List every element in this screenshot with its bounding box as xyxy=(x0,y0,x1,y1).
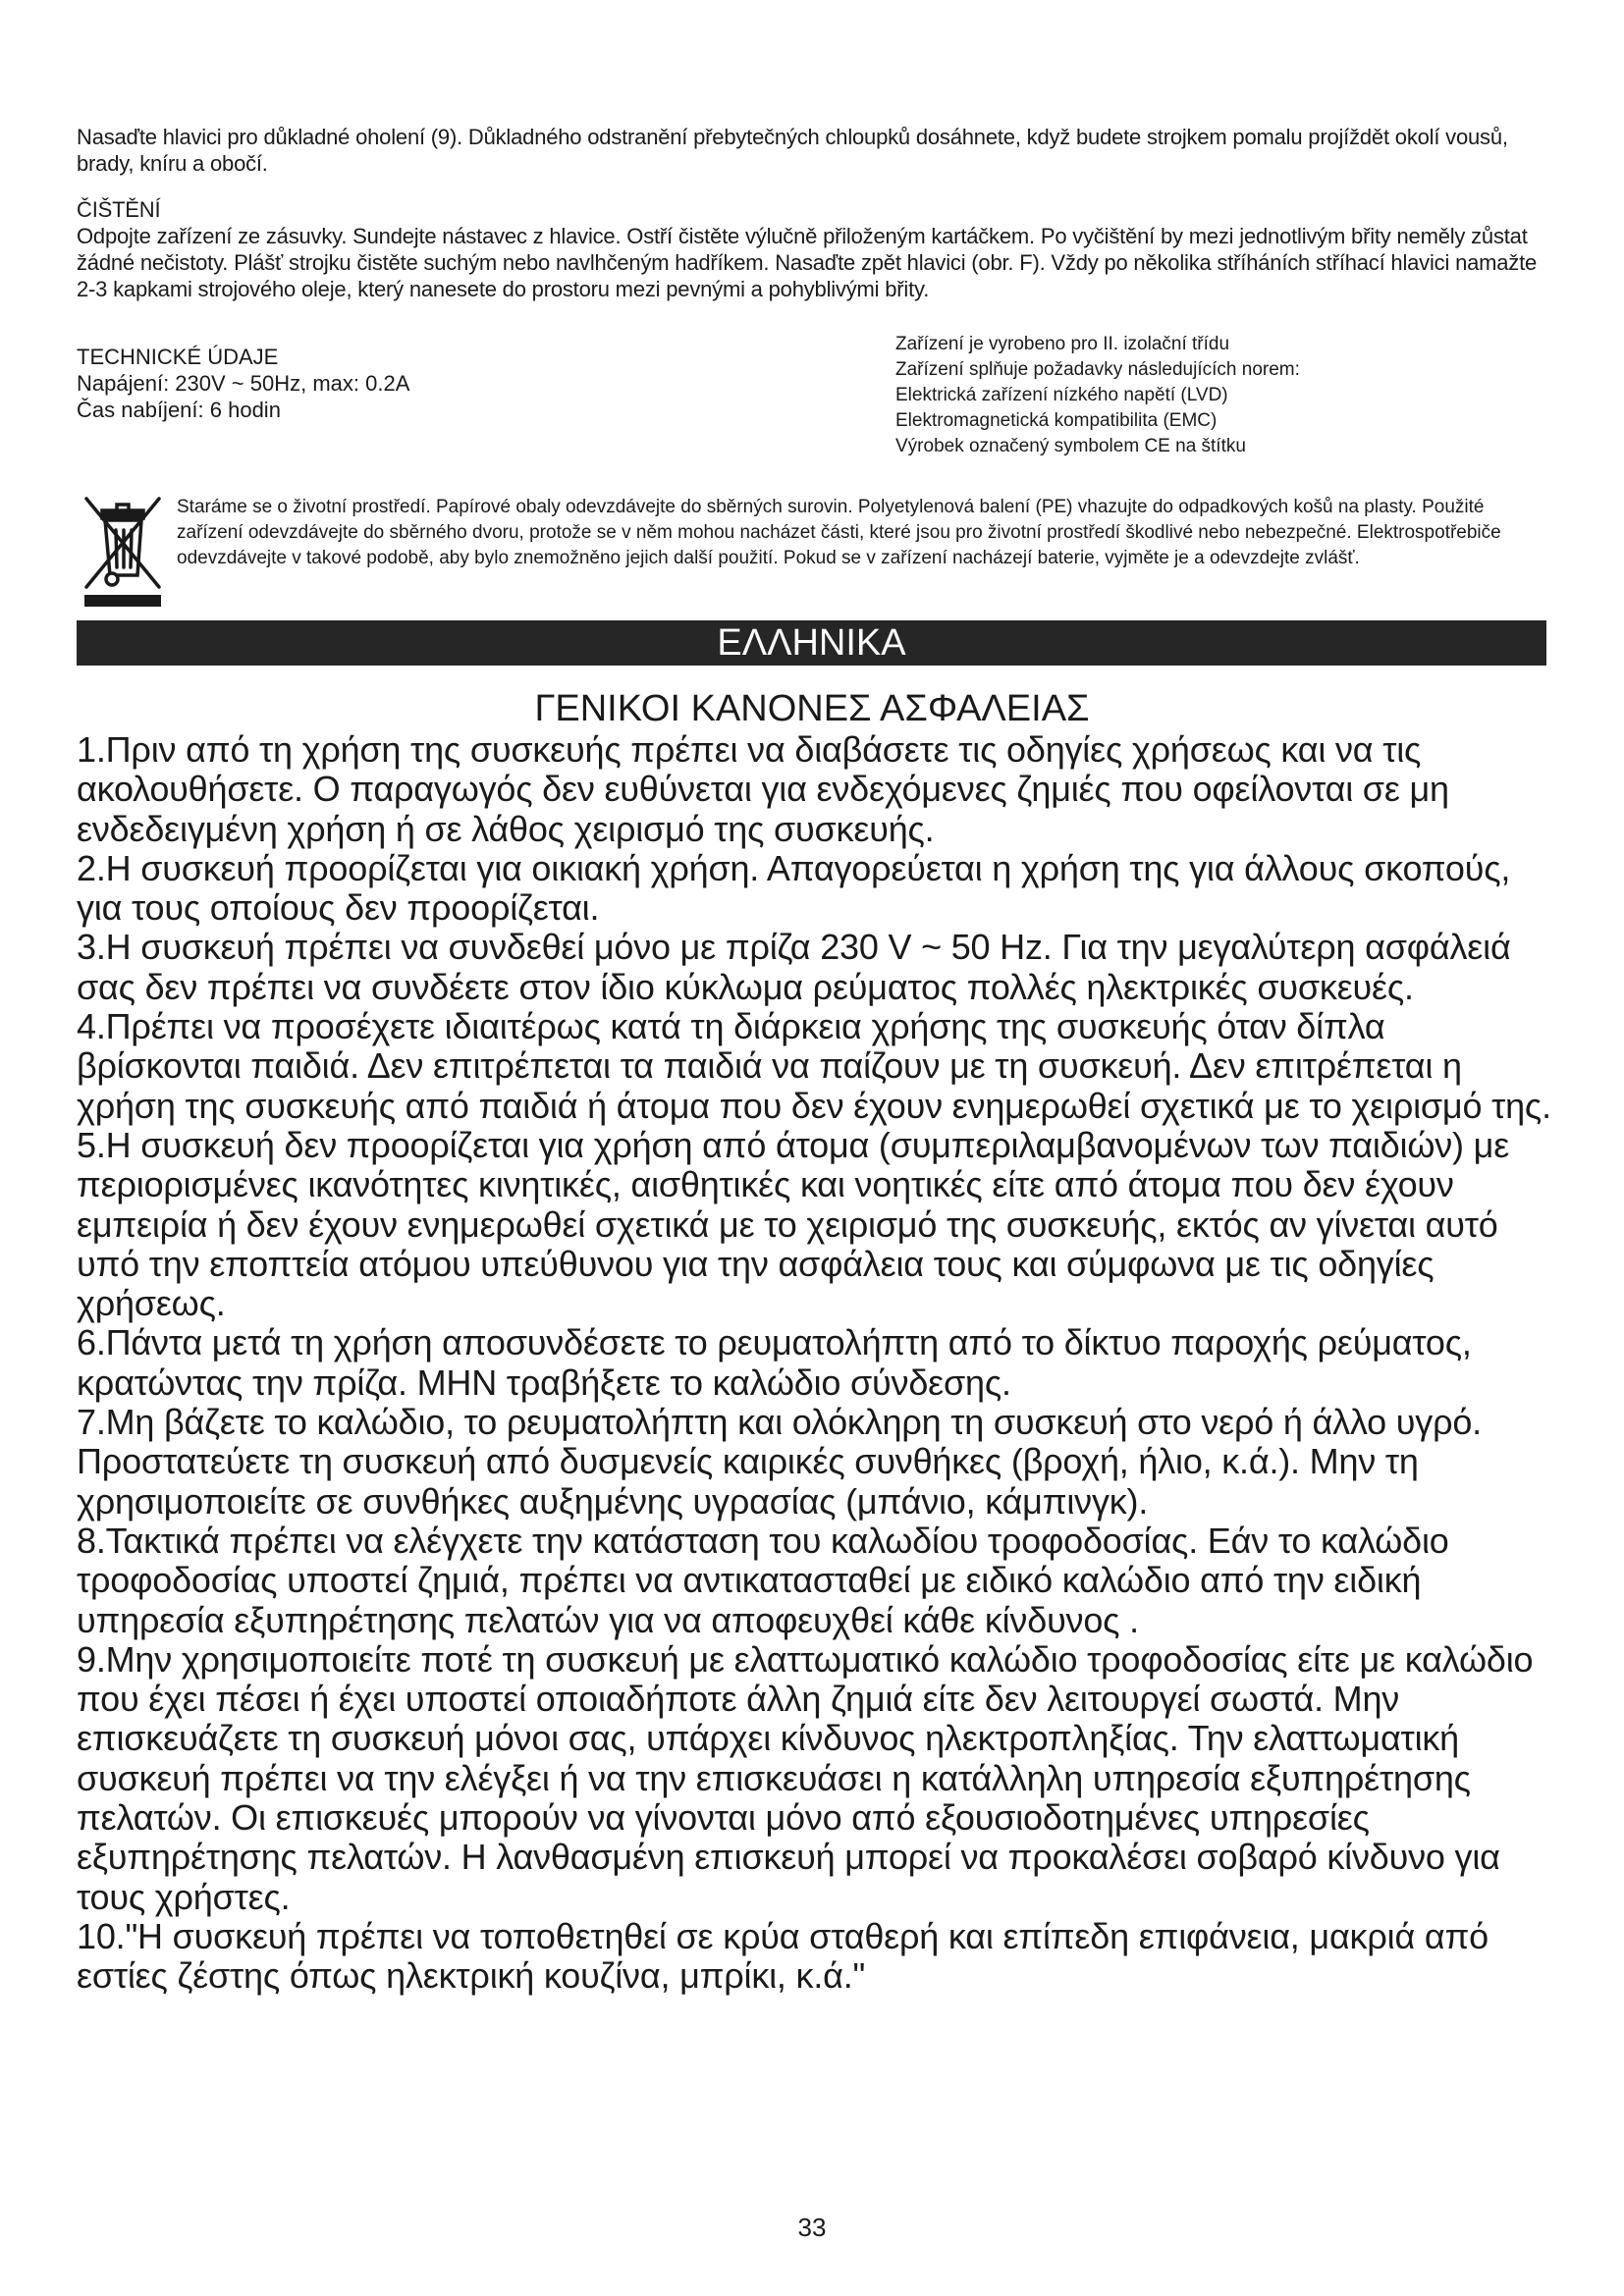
norm-line: Výrobek označený symbolem CE na štítku xyxy=(895,436,1246,456)
environment-notice xyxy=(77,491,1549,614)
safety-rule: 9.Μην χρησιμοποιείτε ποτέ τη συσκευή με ελαττωματικό καλώδιο τροφοδοσίας είτε με καλώδιο που έχει πέσει ή έχει υποστεί οποιαδήποτε άλλη ζημιά είτε δεν λειτουργεί σωστά. Μην επισκευάζετε τη συσκευή μόνοι σας, υπάρχει κίνδυνος ηλεκτροπληξίας. Την ελαττωματική συσκευή πρέπει να την ελέγξει ή να την επισκευάσει η κατάλληλη υπηρεσία εξυπηρέτησης πελατών. Οι επισκευές μπορούν να γίνονται μόνο από εξουσιοδοτημένες υπηρεσίες εξυπηρέτησης πελατών. Η λανθασμένη επισκευή μπορεί να προκαλέσει σοβαρό κίνδυνο για τους χρήστες. xyxy=(77,1638,1534,1917)
norm-line: Elektromagnetická kompatibilita (EMC) xyxy=(895,410,1218,431)
safety-rule: 7.Μη βάζετε το καλώδιο, το ρευματολήπτη και ολόκληρη τη συσκευή στο νερό ή άλλο υγρό. Προστατεύετε τη συσκευή από δυσμενείς καιρικές συνθήκες (βροχή, ήλιο, κ.ά.). Μην τη χρησιμοποιείτε σε συνθήκες αυξημένης υγρασίας (μπάνιο, κάμπινγκ). xyxy=(77,1402,1482,1522)
norm-line: Zařízení splňuje požadavky následujících norem: xyxy=(895,359,1300,380)
safety-rule: 2.Η συσκευή προορίζεται για οικιακή χρήση. Απαγορεύεται η χρήση της για άλλους σκοπούς, για τους οποίους δεν προορίζεται. xyxy=(77,847,1511,929)
tech-heading: TECHNICKÉ ÚDAJE xyxy=(77,345,279,369)
intro-paragraph: Nasaďte hlavici pro důkladné oholení (9). Důkladného odstranění přebytečných chloupků dosáhnete, když budete strojkem pomalu projíždět okolí vousů, brady, kníru a obočí. xyxy=(77,125,1508,176)
safety-rule: 1.Πριν από τη χρήση της συσκευής πρέπει να διαβάσετε τις οδηγίες χρήσεως και να τις ακολουθήσετε. Ο παραγωγός δεν ευθύνεται για ενδεχόμενες ζημιές που οφείλονται σε μη ενδεδειγμένη χρήση ή σε λάθος χειρισμό της συσκευής. xyxy=(77,729,1449,849)
page-number: 33 xyxy=(797,2213,827,2242)
safety-rule: 6.Πάντα μετά τη χρήση αποσυνδέσετε το ρευματολήπτη από το δίκτυο παροχής ρεύματος, κρατώντας την πρίζα. ΜΗΝ τραβήξετε το καλώδιο σύνδεσης. xyxy=(77,1322,1472,1403)
norm-line: Elektrická zařízení nízkého napětí (LVD) xyxy=(895,385,1228,405)
crossed-out-wheelie-bin-icon xyxy=(81,491,165,609)
czech-intro xyxy=(77,124,1549,177)
safety-rule: 4.Πρέπει να προσέχετε ιδιαιτέρως κατά τη διάρκεια χρήσης της συσκευής όταν δίπλα βρίσκονται παιδιά. Δεν επιτρέπεται τα παιδιά να παίζουν με τη συσκευή. Δεν επιτρέπεται η χρήση της συσκευής από παιδιά ή άτομα που δεν έχουν ενημερωθεί σχετικά με το χειρισμό της. xyxy=(77,1006,1551,1126)
language-banner: ΕΛΛΗΝΙΚΑ xyxy=(77,620,1546,666)
compliance-list xyxy=(895,332,1543,459)
safety-rule: 10."Η συσκευή πρέπει να τοποθετηθεί σε κρύα σταθερή και επίπεδη επιφάνεια, μακριά από εστίες ζέστης όπως ηλεκτρική κουζίνα, μπρίκι, κ.ά." xyxy=(77,1915,1489,1997)
tech-power: Napájení: 230V ~ 50Hz, max: 0.2A xyxy=(77,371,410,396)
safety-title: ΓΕΝΙΚΟΙ ΚΑΝΟΝΕΣ ΑΣΦΑΛΕΙΑΣ xyxy=(534,688,1090,729)
safety-rule: 5.Η συσκευή δεν προορίζεται για χρήση από άτομα (συμπεριλαμβανομένων των παιδιών) με περιορισμένες ικανότητες κινητικές, αισθητικές και νοητικές είτε από άτομα που δεν έχουν εμπειρία ή δεν έχουν ενημερωθεί σχετικά με το χειρισμό της συσκευής, εκτός αν γίνεται αυτό υπό την εποπτεία ατόμου υπεύθυνου για την ασφάλεια τους και σύμφωνα με τις οδηγίες χρήσεως. xyxy=(77,1124,1510,1324)
safety-rule: 8.Τακτικά πρέπει να ελέγχετε την κατάσταση του καλωδίου τροφοδοσίας. Εάν το καλώδιο τροφοδοσίας υποστεί ζημιά, πρέπει να αντικατασταθεί με ειδικό καλώδιο από την ειδική υπηρεσία εξυπηρέτησης πελατών για να αποφευχθεί κάθε κίνδυνος . xyxy=(77,1520,1449,1640)
technical-data xyxy=(77,344,823,423)
tech-charging: Čas nabíjení: 6 hodin xyxy=(77,398,281,422)
safety-rule: 3.Η συσκευή πρέπει να συνδεθεί μόνο με πρίζα 230 V ~ 50 Hz. Για την μεγαλύτερη ασφάλειά σας δεν πρέπει να συνδέετε στον ίδιο κύκλωμα ρεύματος πολλές ηλεκτρικές συσκευές. xyxy=(77,927,1511,1007)
norm-line: Zařízení je vyrobeno pro II. izolační třídu xyxy=(895,334,1230,354)
eco-paragraph: Staráme se o životní prostředí. Papírové obaly odevzdávejte do sběrných surovin. Polyetylenová balení (PE) vhazujte do odpadkových košů na plasty. Použité zařízení odevzdávejte do sběrného dvoru, protože se v něm mohou nacházet části, které jsou pro životní prostředí škodlivé nebo nebezpečné. Elektrospotřebiče odevzdávejte v takové podobě, aby bylo znemožněno jejich další použití. Pokud se v zařízení nacházejí baterie, vyjměte je a odevzdejte zvlášť. xyxy=(177,497,1501,568)
cleaning-section xyxy=(77,196,1549,302)
cleaning-heading: ČIŠTĚNÍ xyxy=(77,197,161,222)
safety-rules xyxy=(77,730,1554,1997)
cleaning-paragraph: Odpojte zařízení ze zásuvky. Sundejte nástavec z hlavice. Ostří čistěte výlučně přiloženým kartáčkem. Po vyčištění by mezi jednotlivým břity neměly zůstat žádné nečistoty. Plášť strojku čistěte suchým nebo navlhčeným hadříkem. Nasaďte zpět hlavici (obr. F). Vždy po několika stříháních stříhací hlavici namažte 2-3 kapkami strojového oleje, který nanesete do prostoru mezi pevnými a pohyblivými břity. xyxy=(77,224,1538,301)
